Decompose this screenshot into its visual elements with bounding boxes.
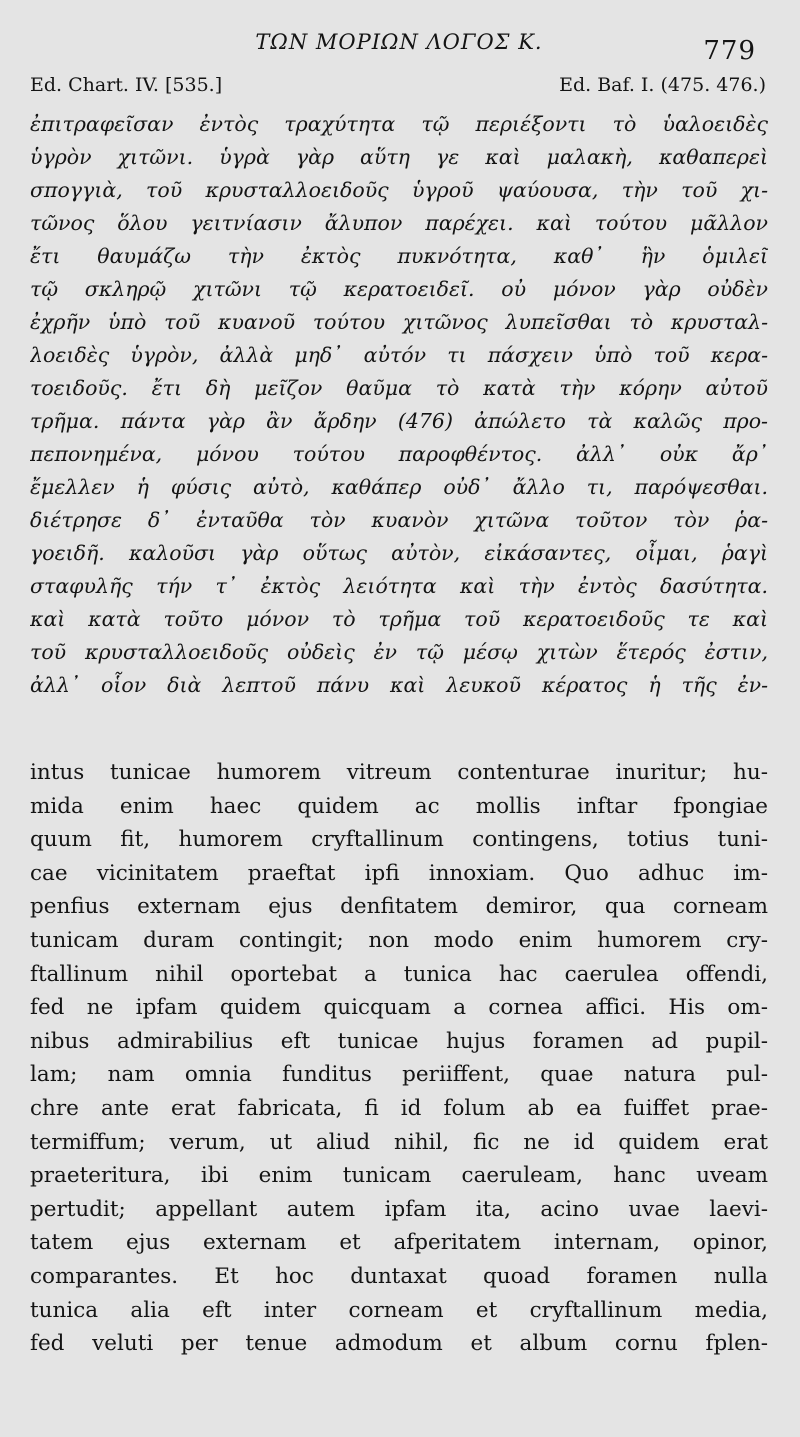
latin-line: lam; nam omnia funditus periiffent, quae natura pul- (30, 1062, 768, 1088)
latin-line: penfius externam ejus denfitatem demiror, qua corneam (30, 894, 768, 920)
greek-line: ἔτι θαυμάζω τὴν ἐκτὸς πυκνότητα, καθ᾽ ἣν ὁμιλεῖ (30, 244, 768, 268)
latin-line: comparantes. Et hoc duntaxat quoad foramen nulla (30, 1263, 768, 1289)
latin-line: tunicam duram contingit; non modo enim humorem cry- (30, 927, 768, 953)
latin-line: chre ante erat fabricata, fi id folum ab ea fuiffet prae- (30, 1095, 768, 1121)
greek-line: λοειδὲς ὑγρὸν, ἀλλὰ μηδ᾽ αὐτόν τι πάσχειν ὑπὸ τοῦ κερα- (30, 343, 768, 367)
greek-line: διέτρησε δ᾽ ἐνταῦθα τὸν κυανὸν χιτῶνα τοῦτον τὸν ῥα- (30, 508, 768, 532)
greek-line: σπογγιὰ, τοῦ κρυσταλλοειδοῦς ὑγροῦ ψαύουσα, τὴν τοῦ χι- (30, 178, 768, 202)
latin-line: tatem ejus externam et afperitatem internam, opinor, (30, 1230, 768, 1256)
edition-reference-basel: Ed. Baf. I. (475. 476.) (559, 74, 766, 96)
greek-line: πεπονημένα, μόνου τούτου παροφθέντος. ἀλλ᾽ οὐκ ἄρ᾽ (30, 442, 768, 466)
greek-line: τοειδοῦς. ἔτι δὴ μεῖζον θαῦμα τὸ κατὰ τὴν κόρην αὐτοῦ (30, 376, 768, 400)
latin-line: pertudit; appellant autem ipfam ita, acino uvae laevi- (30, 1196, 768, 1222)
latin-line: quum fit, humorem cryftallinum contingens, totius tuni- (30, 827, 768, 853)
latin-line: mida enim haec quidem ac mollis inftar fpongiae (30, 793, 768, 819)
latin-line: cae vicinitatem praeftat ipfi innoxiam. Quo adhuc im- (30, 860, 768, 886)
latin-line: tunica alia eft inter corneam et cryftallinum media, (30, 1297, 768, 1323)
greek-line: ἐπιτραφεῖσαν ἐντὸς τραχύτητα τῷ περιέξοντι τὸ ὑαλοειδὲς (30, 112, 768, 136)
greek-line: τῷ σκληρῷ χιτῶνι τῷ κερατοειδεῖ. οὐ μόνον γὰρ οὐδὲν (30, 277, 768, 301)
greek-line: ἔμελλεν ἡ φύσις αὐτὸ, καθάπερ οὐδ᾽ ἄλλο τι, παρόψεσθαι. (30, 475, 768, 499)
edition-references (30, 72, 768, 106)
latin-line: intus tunicae humorem vitreum contenturae inuritur; hu- (30, 760, 768, 785)
edition-reference-chartier: Ed. Chart. IV. [535.] (30, 74, 223, 96)
greek-line: τρῆμα. πάντα γὰρ ἂν ἄρδην (476) ἀπώλετο τὰ καλῶς προ- (30, 409, 768, 433)
greek-line: ὑγρὸν χιτῶνι. ὑγρὰ γὰρ αὕτη γε καὶ μαλακὴ, καθαπερεὶ (30, 145, 768, 169)
greek-line: ἐχρῆν ὑπὸ τοῦ κυανοῦ τούτου χιτῶνος λυπεῖσθαι τὸ κρυσταλ- (30, 310, 768, 334)
running-head (30, 0, 768, 72)
greek-line: ἀλλ᾽ οἷον διὰ λεπτοῦ πάνυ καὶ λευκοῦ κέρατος ἡ τῆς ἐν- (30, 673, 768, 697)
latin-line: ftallinum nihil oportebat a tunica hac caerulea offendi, (30, 961, 768, 987)
section-gap (30, 702, 768, 756)
latin-line: praeteritura, ibi enim tunicam caeruleam, hanc uveam (30, 1163, 768, 1189)
greek-line: τοῦ κρυσταλλοειδοῦς οὐδεὶς ἐν τῷ μέσῳ χιτὼν ἕτερός ἐστιν, (30, 640, 768, 664)
greek-line: καὶ κατὰ τοῦτο μόνον τὸ τρῆμα τοῦ κερατοειδοῦς τε καὶ (30, 607, 768, 631)
page-number: 779 (703, 36, 756, 66)
greek-line: τῶνος ὅλου γειτνίασιν ἄλυπον παρέχει. καὶ τούτου μᾶλλον (30, 211, 768, 235)
latin-line: termiffum; verum, ut aliud nihil, fic ne id quidem erat (30, 1129, 768, 1155)
greek-text-block (30, 108, 768, 702)
latin-line: nibus admirabilius eft tunicae hujus foramen ad pupil- (30, 1028, 768, 1054)
latin-text-block (30, 756, 768, 1361)
latin-line: fed veluti per tenue admodum et album cornu fplen- (30, 1331, 768, 1357)
running-title: ΤΩΝ ΜΟΡΙΩΝ ΛΟΓΟΣ Κ. (255, 30, 543, 54)
latin-line: fed ne ipfam quidem quicquam a cornea affici. His om- (30, 995, 768, 1021)
greek-line: γοειδῆ. καλοῦσι γὰρ οὕτως αὐτὸν, εἰκάσαντες, οἶμαι, ῥαγὶ (30, 541, 768, 565)
greek-line: σταφυλῆς τήν τ᾽ ἐκτὸς λειότητα καὶ τὴν ἐντὸς δασύτητα. (30, 574, 768, 598)
